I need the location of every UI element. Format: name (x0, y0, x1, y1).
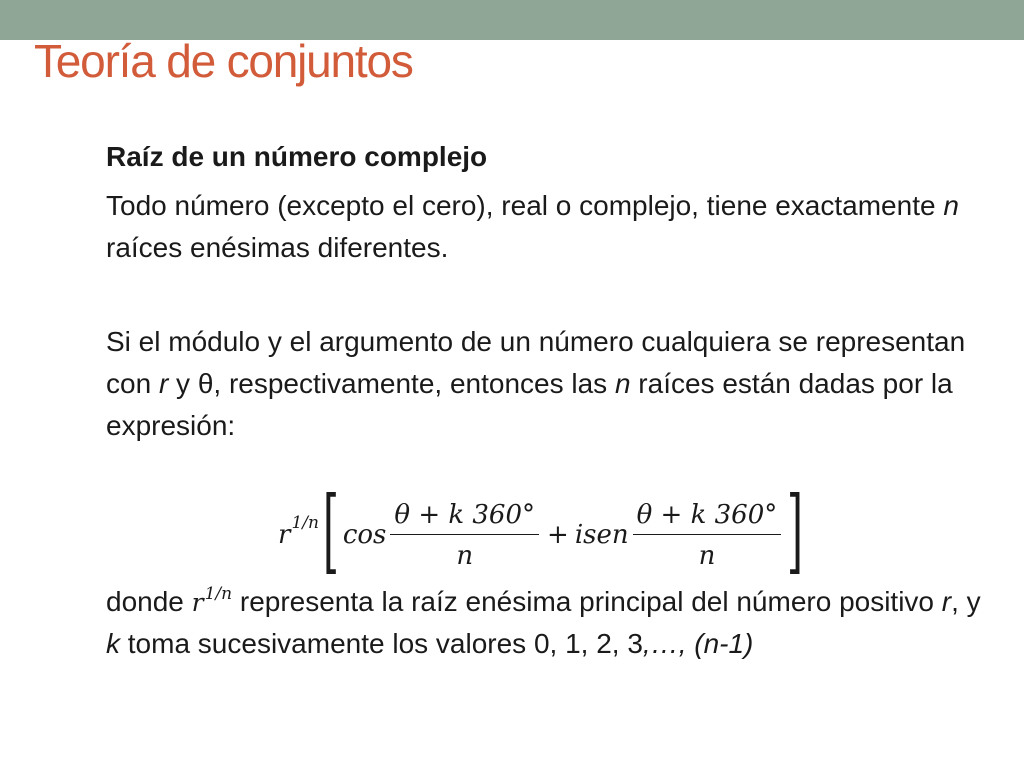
slide-title: Teoría de conjuntos (34, 35, 413, 87)
var-n: n (943, 190, 959, 221)
cos-function: cos (342, 520, 387, 550)
formula-exponent: 1/n (291, 513, 319, 533)
fraction-sen (633, 500, 782, 571)
text-segment: donde (106, 586, 192, 617)
var-n: n (614, 368, 631, 399)
roots-formula (278, 477, 807, 584)
text-segment: representa la raíz enésima principal del número positivo (232, 586, 942, 617)
text-segment: toma sucesivamente los valores 0, 1, 2, 3 (120, 628, 643, 659)
text-segment: raíces enésimas diferentes. (106, 232, 449, 263)
fraction-cos (390, 500, 539, 571)
paragraph-roots-count (106, 185, 966, 269)
denominator: n (456, 540, 474, 571)
numerator: θ + k 360° (633, 500, 782, 535)
text-segment: y θ, respectivamente, entonces las (168, 368, 615, 399)
var-r: r (158, 368, 169, 399)
right-bracket: ] (787, 477, 804, 584)
left-bracket: [ (322, 477, 339, 584)
var-k: k (106, 628, 120, 659)
numerator: θ + k 360° (390, 500, 539, 535)
paragraph-modulus-argument (106, 321, 976, 447)
text-segment: Todo número (excepto el cero), real o complejo, tiene exactamente (106, 190, 944, 221)
text-segment: raíces están dadas por la expresión: (106, 368, 953, 441)
formula-base: r (278, 520, 291, 550)
var-r: r (941, 586, 952, 617)
text-segment: Si el módulo y el argumento de un número cualquiera se representan con (106, 326, 966, 399)
denominator: n (698, 540, 716, 571)
text-segment: , y (951, 586, 981, 617)
section-heading: Raíz de un número complejo (106, 141, 488, 172)
values-tail: ,…, (n-1) (642, 628, 754, 659)
exponent: 1/n (204, 584, 233, 604)
plus-operator: + (547, 520, 569, 550)
paragraph-principal-root (106, 583, 986, 663)
isen-function: isen (574, 520, 629, 550)
var-r: r (191, 588, 204, 617)
